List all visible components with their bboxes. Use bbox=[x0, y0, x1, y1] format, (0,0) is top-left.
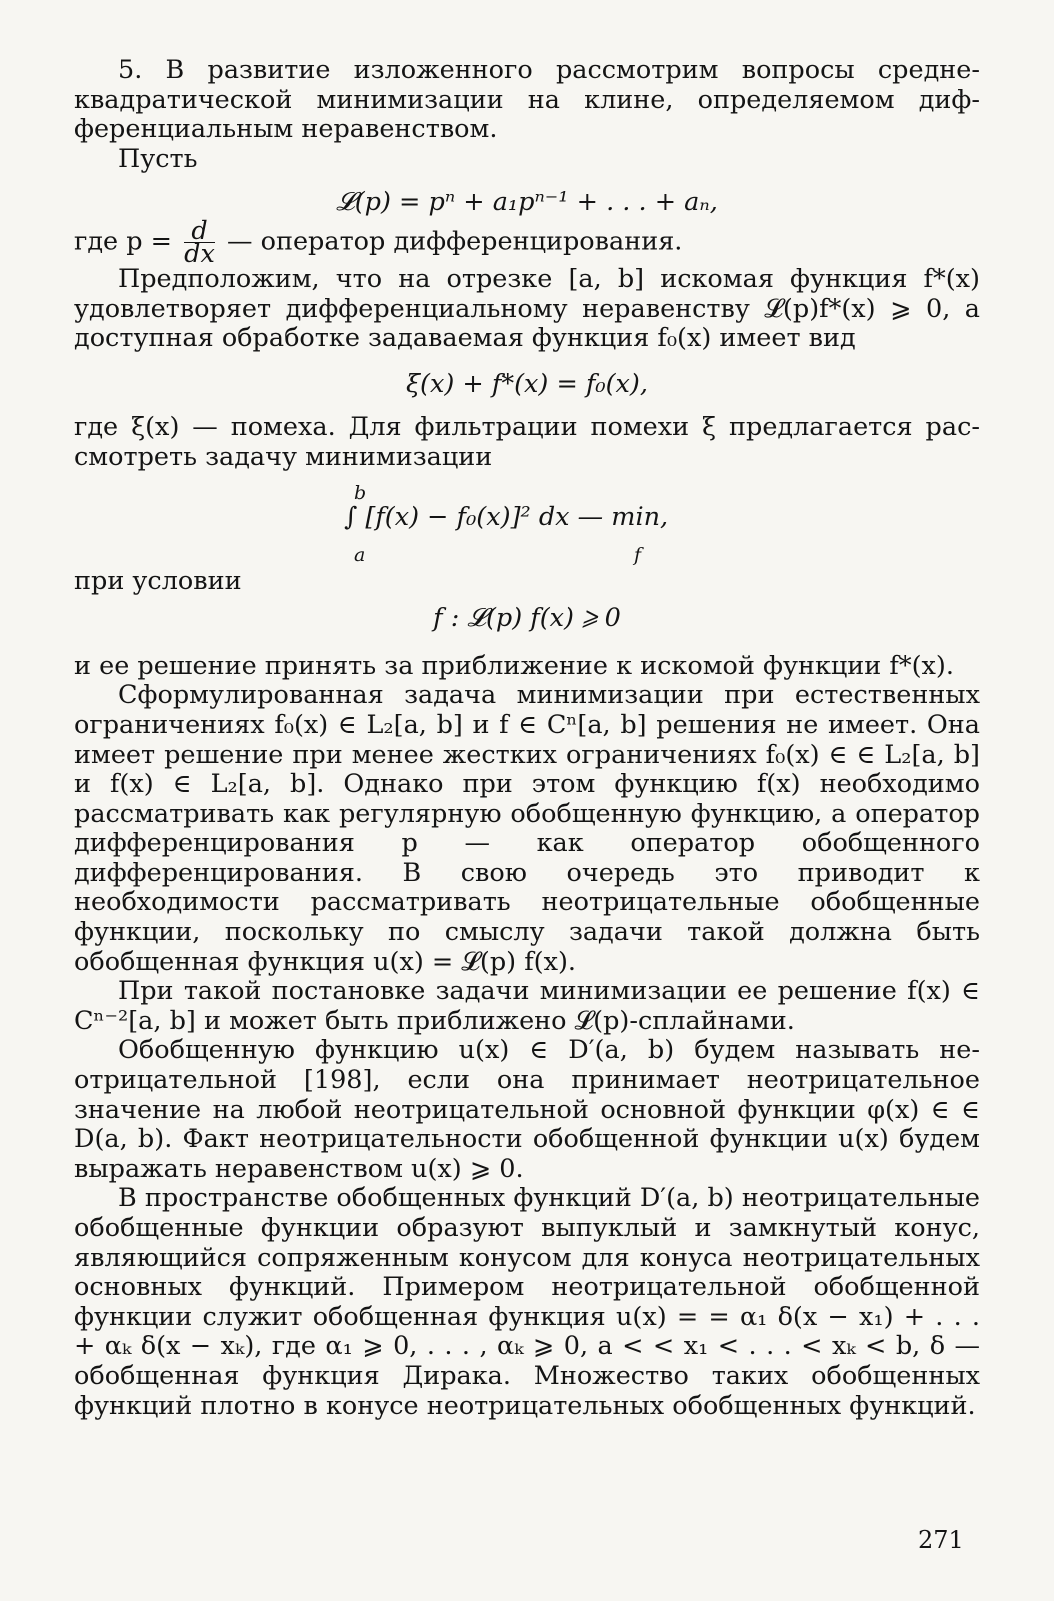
paragraph-6: и ее решение принять за приближение к искомой функции f*(x). bbox=[74, 650, 954, 681]
integral-upper-limit: b bbox=[354, 481, 367, 504]
paragraph-7: Сформулированная задача минимизации при естественных ограничениях f₀(x) ∈ L₂[a, b] и f ∈ Cⁿ[a, b] решения не имеет. Она имеет решение при менее жестких ограничениях f₀(x) ∈ ∈ L₂[a, b] и f(x) ∈ L₂[a, b]. Однако при этом функцию f(x) необходимо рассматривать как регулярную обобщенную функцию, а оператор дифференцирования p — как оператор обобщенного дифференцирования. В свою очередь это приводит к необходимости рассматривать неотрицательные обобщенные функции, поскольку по смыслу задачи такой должна быть обобщенная функция u(x) = 𝓛(p) f(x). bbox=[74, 680, 980, 977]
formula-condition: f : 𝓛(p) f(x) ⩾ 0 bbox=[433, 603, 621, 634]
paragraph-10: В пространстве обобщенных функций D′(a, b) неотрицательные обобщенные функции образуют выпуклый и замкнутый конус, являющийся сопряженным конусом для конуса неотрицательных основных функций. Примером неотрицательной обобщенной функции служит обобщенная функция u(x) = = α₁ δ(x − x₁) + . . . + αₖ δ(x − xₖ), где α₁ ⩾ 0, . . . , αₖ ⩾ 0, a < < x₁ < . . . < xₖ < b, δ — обобщенная функция Дирака. Множество таких обобщенных функций плотно в конусе неотрицательных обобщенных функций. bbox=[74, 1183, 980, 1421]
fraction-denominator: dx bbox=[184, 238, 215, 269]
page-number: 271 bbox=[918, 1526, 964, 1554]
paragraph-2: Пусть bbox=[118, 143, 198, 174]
formula-noise: ξ(x) + f*(x) = f₀(x), bbox=[406, 368, 648, 399]
where-p-suffix: — оператор дифференцирования. bbox=[227, 226, 683, 257]
paragraph-where-p bbox=[74, 215, 980, 269]
formula-operator: 𝓛(p) = pⁿ + a₁pⁿ⁻¹ + . . . + aₙ, bbox=[336, 187, 718, 218]
paragraph-8: При такой постановке задачи минимизации ее решение f(x) ∈ Cⁿ⁻²[a, b] и может быть приближено 𝓛(p)-сплайнами. bbox=[74, 976, 980, 1036]
paragraph-5: при условии bbox=[74, 565, 242, 596]
fraction-numerator: d bbox=[184, 220, 215, 243]
integral-body: ∫ [f(x) − f₀(x)]² dx — min, bbox=[344, 501, 669, 532]
paragraph-3: Предположим, что на отрезке [a, b] искомая функция f*(x) удовлетворяет дифференциальному неравенству 𝓛(p)f*(x) ⩾ 0, а доступная обработке задаваемая функция f₀(x) имеет вид bbox=[74, 263, 980, 354]
integral-lower-limit: a bbox=[354, 543, 366, 566]
page-text bbox=[74, 56, 980, 1421]
fraction-d-dx bbox=[184, 215, 215, 269]
formula-integral bbox=[74, 479, 980, 567]
paragraph-1: 5. В развитие изложенного рассмотрим вопросы среднеквадратической минимизации на клине, определяемом дифференциальным неравенством. bbox=[74, 55, 980, 145]
min-subscript: f bbox=[634, 543, 642, 566]
where-p-prefix: где p = bbox=[74, 226, 173, 257]
paragraph-9: Обобщенную функцию u(x) ∈ D′(a, b) будем называть неотрицательной [198], если она принимает неотрицательное значение на любой неотрицательной основной функции φ(x) ∈ ∈ D(a, b). Факт неотрицательности обобщенной функции u(x) будем выражать неравенством u(x) ⩾ 0. bbox=[74, 1035, 980, 1184]
paragraph-4: где ξ(x) — помеха. Для фильтрации помехи ξ предлагается рассмотреть задачу минимизации bbox=[74, 412, 980, 472]
